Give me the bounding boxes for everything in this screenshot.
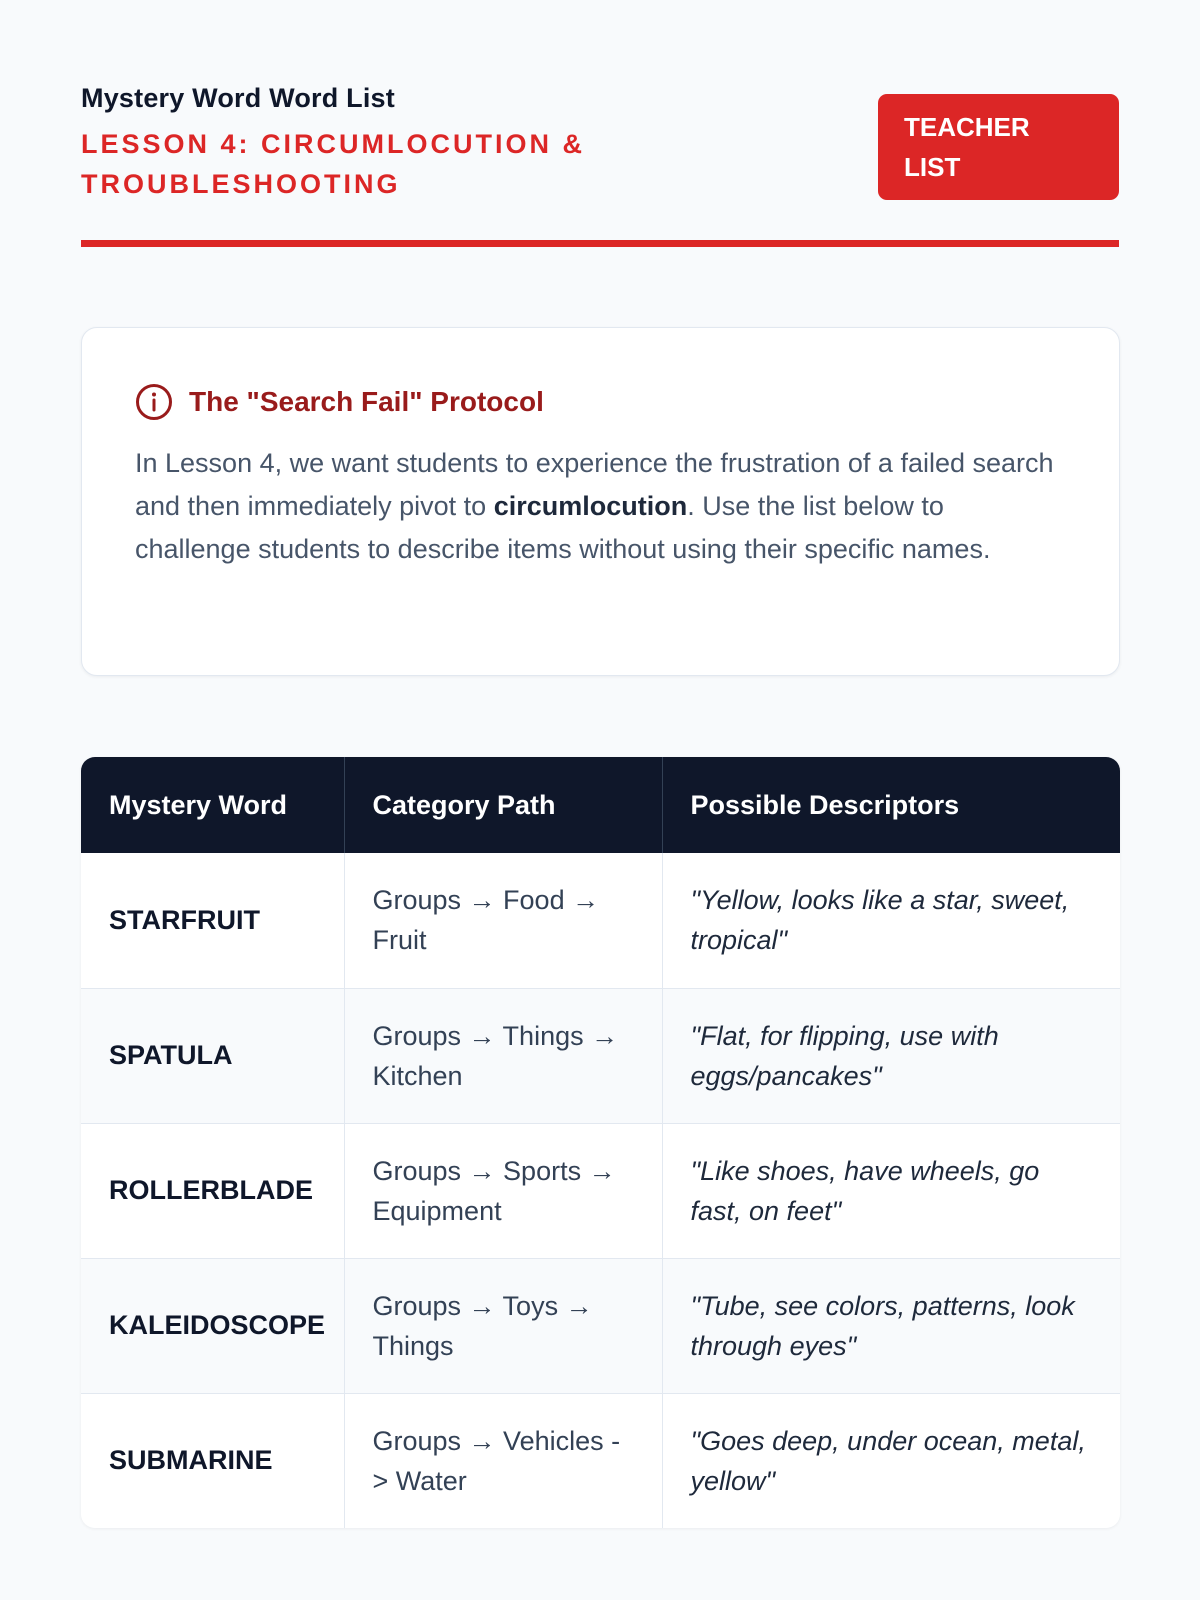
descriptors-cell: "Flat, for flipping, use with eggs/pancakes"	[662, 988, 1120, 1123]
table-row	[81, 1123, 1120, 1258]
header-mystery-word: Mystery Word	[81, 757, 344, 853]
descriptors-cell: "Yellow, looks like a star, sweet, tropical"	[662, 853, 1120, 988]
document-title: Mystery Word Word List	[81, 83, 395, 113]
descriptors-cell: "Goes deep, under ocean, metal, yellow"	[662, 1393, 1120, 1528]
word-list-table-container	[81, 757, 1120, 1528]
info-circle-icon	[135, 383, 173, 421]
protocol-info-card	[81, 327, 1120, 676]
mystery-word-cell: SPATULA	[81, 988, 344, 1123]
mystery-word-cell: SUBMARINE	[81, 1393, 344, 1528]
category-path-cell: Groups → Food → Fruit	[344, 853, 662, 988]
header-possible-descriptors: Possible Descriptors	[662, 757, 1120, 853]
category-path-cell: Groups → Vehicles -> Water	[344, 1393, 662, 1528]
teacher-list-button[interactable]: TEACHER LIST	[878, 94, 1119, 200]
mystery-word-cell: ROLLERBLADE	[81, 1123, 344, 1258]
descriptors-cell: "Tube, see colors, patterns, look through eyes"	[662, 1258, 1120, 1393]
card-body-text: In Lesson 4, we want students to experience the frustration of a failed search and then immediately pivot to	[135, 448, 1054, 521]
card-heading	[135, 382, 1066, 422]
table-header-row	[81, 757, 1120, 853]
table-row	[81, 1258, 1120, 1393]
category-path-cell: Groups → Toys → Things	[344, 1258, 662, 1393]
category-path-cell: Groups → Sports → Equipment	[344, 1123, 662, 1258]
card-body	[135, 442, 1066, 571]
page-header	[81, 0, 1119, 247]
category-path-cell: Groups → Things → Kitchen	[344, 988, 662, 1123]
header-category-path: Category Path	[344, 757, 662, 853]
card-body-text-end: . Use the list below to challenge students to describe items without using their specific names.	[135, 491, 991, 564]
table-row	[81, 988, 1120, 1123]
table-row	[81, 853, 1120, 988]
table-row	[81, 1393, 1120, 1528]
mystery-word-cell: KALEIDOSCOPE	[81, 1258, 344, 1393]
card-body-emphasis: circumlocution	[493, 491, 688, 521]
card-title: The "Search Fail" Protocol	[189, 386, 544, 417]
mystery-word-cell: STARFRUIT	[81, 853, 344, 988]
word-list-table	[81, 757, 1120, 1528]
lesson-title: LESSON 4: CIRCUMLOCUTION & TROUBLESHOOTING	[81, 129, 586, 199]
descriptors-cell: "Like shoes, have wheels, go fast, on feet"	[662, 1123, 1120, 1258]
